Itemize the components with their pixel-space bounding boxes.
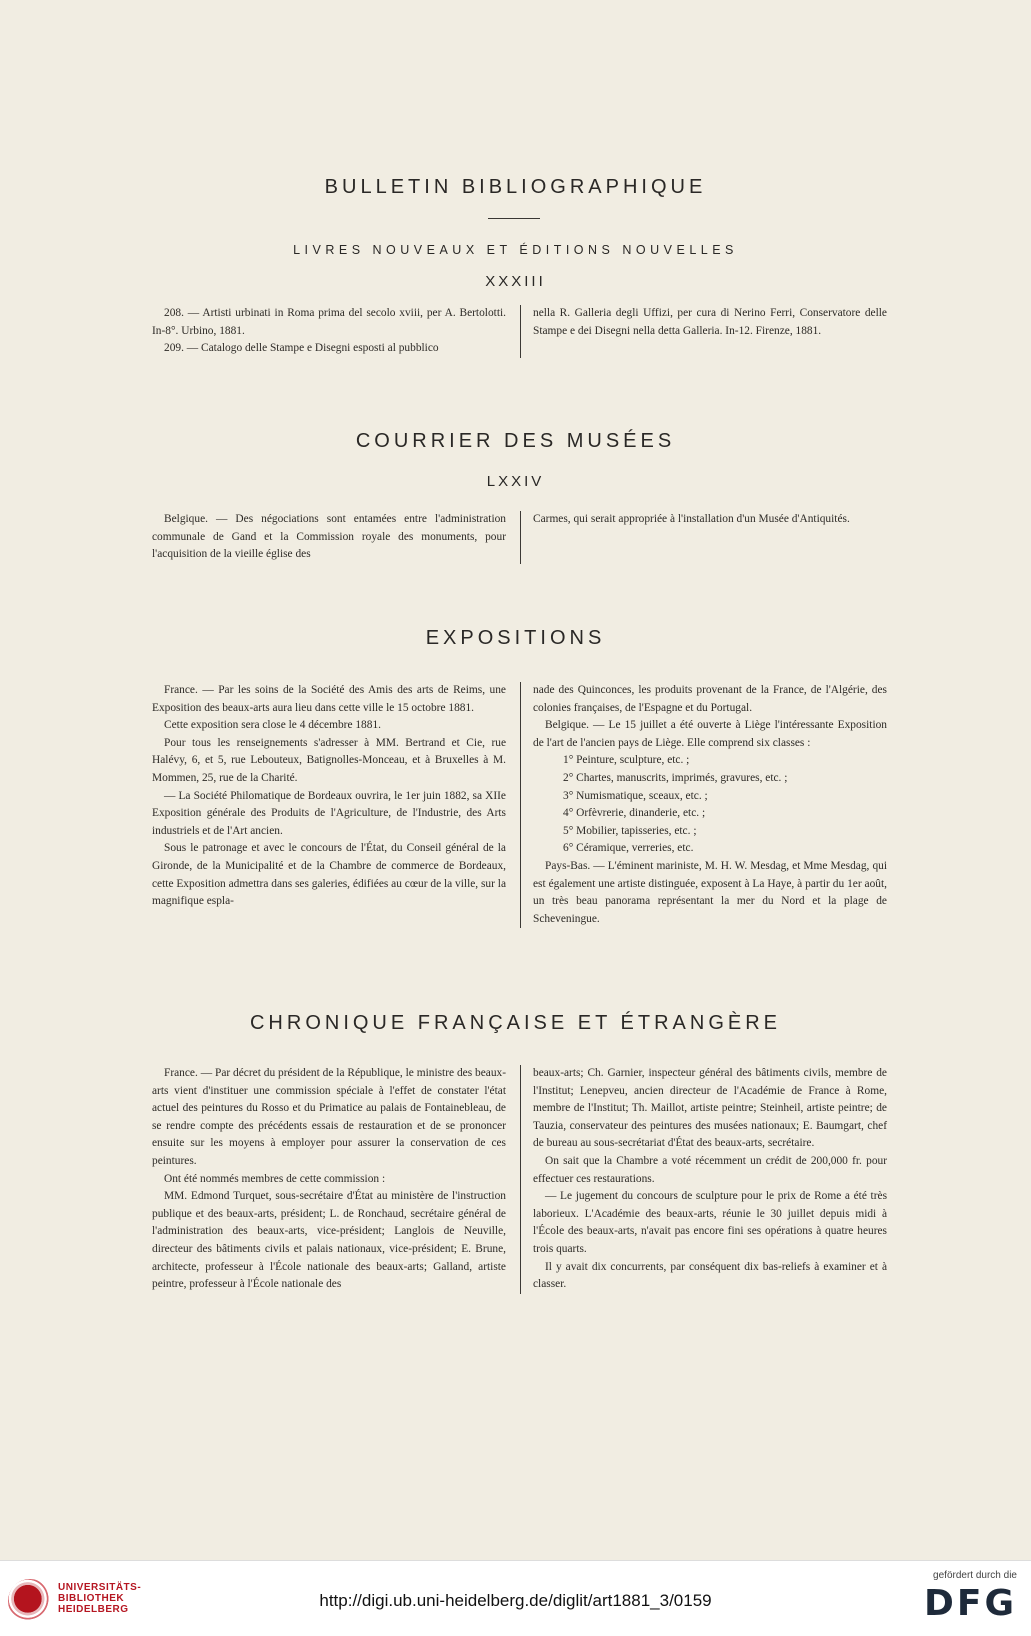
uni-line: UNIVERSITÄTS- (58, 1582, 142, 1593)
expositions-right-column (520, 682, 887, 928)
chronique-columns (152, 1065, 887, 1294)
list-item: 4° Orfèvrerie, dinanderie, etc. ; (563, 807, 706, 820)
bulletin-subtitle: LIVRES NOUVEAUX ET ÉDITIONS NOUVELLES (293, 243, 738, 257)
courrier-number: LXXIV (486, 473, 545, 490)
paragraph: — Le jugement du concours de sculpture pour le prix de Rome a été très laborieux. L'Académie des beaux-arts, réunie le 30 juillet depuis midi à l'École des beaux-arts, n'avait pas encore fini ses opérations à quatre heures trois quarts. (533, 1190, 887, 1255)
paragraph: Pour tous les renseignements s'adresser à MM. Bertrand et Cie, rue Halévy, 6, et 5, rue Lebouteux, Batignolles-Monceau, et à Bruxelles à M. Mommen, 25, rue de la Charité. (152, 736, 506, 784)
list-item: 5° Mobilier, tapisseries, etc. ; (563, 824, 697, 837)
permalink-url[interactable]: http://digi.ub.uni-heidelberg.de/diglit/art1881_3/0159 (319, 1591, 712, 1610)
chronique-title: CHRONIQUE FRANÇAISE ET ÉTRANGÈRE (249, 1012, 782, 1034)
paragraph: nade des Quinconces, les produits provenant de la France, de l'Algérie, des colonies françaises, de l'Espagne et du Portugal. (533, 684, 887, 714)
paragraph: 209. — Catalogo delle Stampe e Disegni esposti al pubblico (164, 342, 439, 355)
paragraph: 208. — Artisti urbinati in Roma prima del secolo xviii, per A. Bertolotti. In-8°. Urbino, 1881. (152, 307, 506, 337)
paragraph: Cette exposition sera close le 4 décembre 1881. (164, 719, 381, 732)
bulletin-title: BULLETIN BIBLIOGRAPHIQUE (324, 176, 707, 198)
list-item: 1° Peinture, sculpture, etc. ; (563, 754, 690, 767)
bulletin-number: XXXIII (485, 273, 546, 290)
expositions-left-column (152, 682, 520, 928)
uni-line: HEIDELBERG (58, 1604, 129, 1615)
funded-by-label: gefördert durch die (933, 1570, 1017, 1581)
paragraph: Sous le patronage et avec le concours de l'État, du Conseil général de la Gironde, de la Municipalité et de la Chambre de commerce de Bordeaux, cette Exposition admettra dans ses galeries, édifiées au cœur de la ville, sur la magnifique espla- (152, 842, 506, 908)
paragraph: Belgique. — Des négociations sont entamées entre l'administration communale de Gand et la Commission royale des monuments, pour l'acquisition de la vieille église des (152, 513, 506, 561)
paragraph: MM. Edmond Turquet, sous-secrétaire d'État au ministère de l'instruction publique et des beaux-arts, président; L. de Ronchaud, secrétaire général de l'administration des beaux-arts, vice-président; Langlois de Neuville, directeur des bâtiments civils et palais nationaux, vice-président; E. Brune, architecte, professeur à l'École nationale des beaux-arts; Galland, artiste peintre, professeur à l'École nationale des (152, 1190, 506, 1291)
paragraph: Pays-Bas. — L'éminent mariniste, M. H. W. Mesdag, et Mme Mesdag, qui est également une artiste distinguée, exposent à La Haye, à partir du 1er août, un très beau panorama représentant la mer du Nord et la plage de Scheveningue. (533, 859, 887, 925)
bulletin-left-column (152, 305, 520, 358)
paragraph: On sait que la Chambre a voté récemment un crédit de 200,000 fr. pour effectuer ces restaurations. (533, 1154, 887, 1185)
uni-line: BIBLIOTHEK (58, 1593, 125, 1604)
chronique-right-column (520, 1065, 887, 1294)
paragraph: — La Société Philomatique de Bordeaux ouvrira, le 1er juin 1882, sa XIIe Exposition générale des Produits de l'Agriculture, de l'Industrie, des Arts industriels et de l'Art ancien. (152, 789, 506, 837)
courrier-columns (152, 511, 887, 564)
paragraph: beaux-arts; Ch. Garnier, inspecteur général des bâtiments civils, membre de l'Institut; Lenepveu, ancien directeur de l'Académie de France à Rome, membre de l'Institut; Th. Maillot, artiste peintre; Steinheil, artiste peintre; de Tauzia, conservateur des peintures des musées nationaux; E. Baumgart, chef de bureau au sous-secrétariat d'État des beaux-arts, secrétaire. (533, 1067, 887, 1150)
chronique-left-column (152, 1065, 520, 1294)
list-item: 2° Chartes, manuscrits, imprimés, gravures, etc. ; (563, 771, 788, 784)
bulletin-right-column (520, 305, 887, 358)
paragraph: France. — Par les soins de la Société des Amis des arts de Reims, une Exposition des beaux-arts aura lieu dans cette ville le 15 octobre 1881. (152, 684, 506, 714)
paragraph: France. — Par décret du président de la République, le ministre des beaux-arts vient d'instituer une commission spéciale à l'effet de constater l'état actuel des peintures du Rosso et du Primatice au palais de Fontainebleau, de se rendre compte des précédents essais de restauration et de se prononcer ensuite sur les moyens à employer pour assurer la conservation de ces peintures. (152, 1067, 506, 1167)
courrier-right-column (520, 511, 887, 564)
paragraph: nella R. Galleria degli Uffizi, per cura di Nerino Ferri, Conservatore delle Stampe e dei Disegni nella detta Galleria. In-12. Firenze, 1881. (533, 307, 887, 337)
courrier-title: COURRIER DES MUSÉES (355, 430, 676, 452)
paragraph: Ont été nommés membres de cette commission : (164, 1172, 386, 1185)
list-item: 3° Numismatique, sceaux, etc. ; (563, 789, 708, 802)
footer-bar (0, 1560, 1031, 1636)
paragraph: Il y avait dix concurrents, par conséquent dix bas-reliefs à examiner et à classer. (533, 1260, 887, 1291)
bulletin-columns (152, 305, 887, 358)
expositions-title: EXPOSITIONS (425, 627, 606, 649)
paragraph: Belgique. — Le 15 juillet a été ouverte à Liège l'intéressante Exposition de l'art de l'ancien pays de Liège. Elle comprend six classes : (533, 719, 887, 749)
list-item: 6° Céramique, verreries, etc. (563, 842, 694, 855)
courrier-left-column (152, 511, 520, 564)
paragraph: Carmes, qui serait appropriée à l'installation d'un Musée d'Antiquités. (533, 513, 850, 525)
dfg-logo[interactable]: DFG (923, 1583, 1017, 1624)
title-rule (488, 218, 540, 219)
expositions-columns (152, 682, 887, 928)
